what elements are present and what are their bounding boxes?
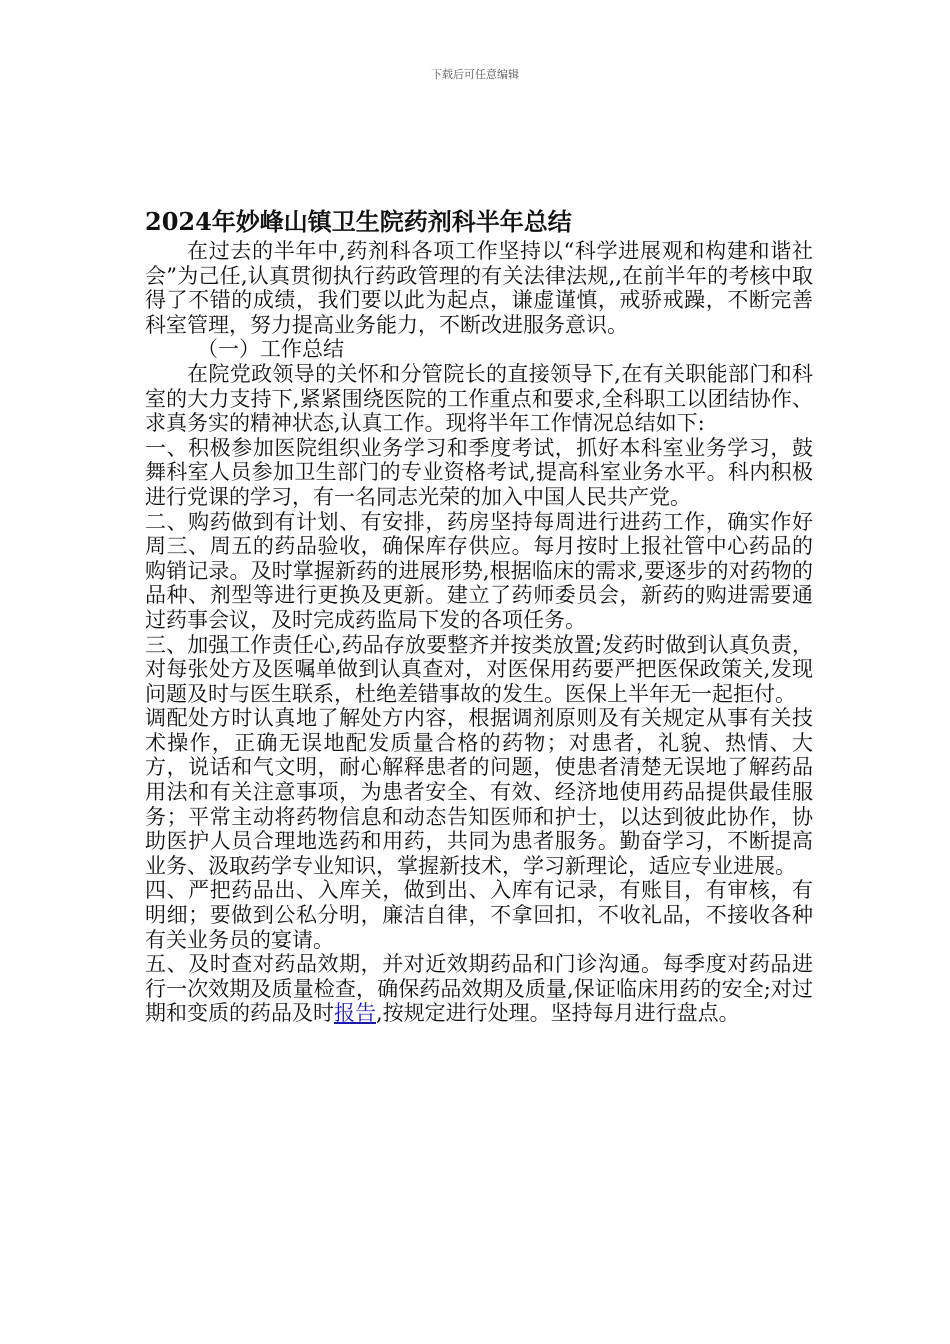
section-heading: （一）工作总结 <box>197 337 344 362</box>
item-3-continuation-paragraph: 调配处方时认真地了解处方内容，根据调剂原则及有关规定从事有关技术操作，正确无误地配发质量合格的药物；对患者，礼貌、热情、大方，说话和气文明，耐心解释患者的问题，使患者清楚无误地了解药品用法和有关注意事项，为患者安全、有效、经济地使用药品提供最佳服务；平常主动将药物信息和动态告知医师和护士，以达到彼此协作，协助医护人员合理地选药和用药，共同为患者服务。勤奋学习，不断提高业务、汲取药学专业知识，掌握新技术，学习新理论，适应专业进展。 <box>145 706 813 878</box>
document-title: 2024年妙峰山镇卫生院药剂科半年总结 <box>145 207 572 236</box>
section-intro-paragraph: 在院党政领导的关怀和分管院长的直接领导下,在有关职能部门和科室的大力支持下,紧紧围绕医院的工作重点和要求,全科职工以团结协作、求真务实的精神状态,认真工作。现将半年工作情况总结如下: <box>145 361 813 436</box>
header-note: 下载后可任意编辑 <box>431 68 519 81</box>
item-2-paragraph: 二、购药做到有计划、有安排，药房坚持每周进行进药工作，确实作好周三、周五的药品验收，确保库存供应。每月按时上报社管中心药品的购销记录。及时掌握新药的进展形势,根据临床的需求,要逐步的对药物的品种、剂型等进行更换及更新。建立了药师委员会，新药的购进需要通过药事会议，及时完成药监局下发的各项任务。 <box>145 509 813 632</box>
intro-paragraph: 在过去的半年中,药剂科各项工作坚持以“科学进展观和构建和谐社会”为己任,认真贯彻执行药政管理的有关法律法规,,在前半年的考核中取得了不错的成绩，我们要以此为起点，谦虚谨慎，戒骄戒躁，不断完善科室管理，努力提高业务能力，不断改进服务意识。 <box>145 239 813 337</box>
document-body <box>145 205 813 1026</box>
report-link[interactable]: 报告 <box>334 1001 376 1026</box>
item-3-paragraph: 三、加强工作责任心,药品存放要整齐并按类放置;发药时做到认真负责，对每张处方及医嘱单做到认真查对，对医保用药要严把医保政策关,发现问题及时与医生联系，杜绝差错事故的发生。医保上半年无一起拒付。 <box>145 632 813 706</box>
item-5-text-after-link: ,按规定进行处理。坚持每月进行盘点。 <box>376 1001 740 1026</box>
item-1-paragraph: 一、积极参加医院组织业务学习和季度考试，抓好本科室业务学习，鼓舞科室人员参加卫生部门的专业资格考试,提高科室业务水平。科内积极进行党课的学习，有一名同志光荣的加入中国人民共产党。 <box>145 435 813 509</box>
item-5-paragraph <box>145 952 813 1026</box>
item-4-paragraph: 四、严把药品出、入库关，做到出、入库有记录，有账目，有审核，有明细；要做到公私分明，廉洁自律，不拿回扣，不收礼品，不接收各种有关业务员的宴请。 <box>145 878 813 952</box>
item-5-text-before-link: 五、及时查对药品效期，并对近效期药品和门诊沟通。每季度对药品进行一次效期及质量检查，确保药品效期及质量,保证临床用药的安全;对过期和变质的药品及时 <box>145 952 813 1026</box>
